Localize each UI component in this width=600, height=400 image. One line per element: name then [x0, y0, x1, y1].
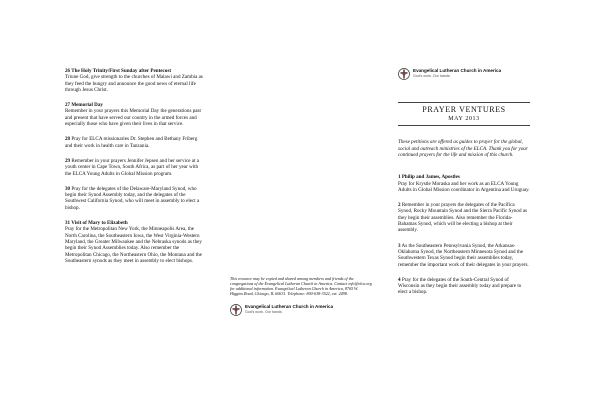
entry-body: Pray for the delegates of the South-Central Synod of Wisconsin as they begin their assembly today and prepare to elect a bishop. [398, 276, 522, 296]
entry-heading: 31 Visit of Mary to Elizabeth [65, 220, 128, 227]
logo-name: Evangelical Lutheran Church in America [245, 304, 334, 310]
title-rule-bottom [398, 125, 530, 126]
logo-name: Evangelical Lutheran Church in America [413, 68, 502, 73]
title-block [398, 102, 530, 125]
prayer-entry-3 [398, 243, 530, 268]
right-column [398, 68, 530, 305]
entry-heading: 27 Memorial Day [65, 102, 103, 109]
page-subtitle: MAY 2013 [448, 115, 480, 122]
entry-number: 29 [65, 157, 71, 164]
logo-tagline: God's work. Our hands. [413, 73, 451, 78]
elca-logo [230, 304, 372, 316]
elca-cross-logo-icon [398, 68, 410, 80]
prayer-entry-4 [398, 277, 530, 296]
prayer-entry-28 [65, 136, 205, 149]
entry-heading: 26 The Holy Trinity/First Sunday after Pentecost [65, 68, 172, 74]
entry-number: 4 [398, 276, 401, 283]
prayer-entry-1 [398, 174, 530, 193]
prayer-entry-31 [65, 220, 205, 264]
logo-tagline: God's work. Our hands. [245, 309, 283, 314]
entry-body: Triune God, give strength to the churches of Malawi and Zambia as they feed the hungry and announce the good news of eternal life through Jesus Christ. [65, 74, 203, 93]
middle-column [230, 276, 372, 316]
entry-body: Pray for Krystle Moraska and her work as an ELCA Young Adults in Global Mission coordinator in Argentina and Uruguay. [398, 180, 530, 193]
entry-number: 2 [398, 202, 401, 209]
logo-text [245, 304, 333, 314]
intro-text: These petitions are offered as guides to prayer for the global, social and outreach ministries of the ELCA. Thank you for your continued prayers for the life and mission of this church. [398, 139, 528, 158]
prayer-entry-29 [65, 158, 205, 177]
entry-number: 28 [65, 136, 71, 143]
prayer-entry-27 [65, 102, 205, 127]
logo-text [413, 68, 501, 78]
prayer-entry-2 [398, 202, 530, 233]
left-column [65, 68, 205, 273]
elca-cross-logo-icon [230, 304, 242, 316]
elca-logo [398, 68, 530, 80]
entry-body: Remember in your prayers Jennifer Jepsen and her service at a youth center in Cape Town, South Africa, as part of her year with the ELCA Young Adults in Global Mission program. [65, 157, 199, 177]
page-title: PRAYER VENTURES [422, 104, 506, 114]
title-rule-top [398, 102, 530, 103]
entry-body: Remember in your prayers the delegates of the Pacifica Synod, Rocky Mountain Synod and the Sierra Pacific Synod as they begin their assemblies. Also remember the Florida-Bahamas Synod, which will be electing a bishop at their assembly. [398, 202, 528, 234]
copyright-notice: This resource may be copied and shared among members and friends of the congregations of the Evangelical Lutheran Church in America. Contact info@elca.org for additional information. Evangelical Lutheran Church in America, 8765 W. Higgins Road, Chicago, IL 60631. Telephone: 800-638-3522, ext. 2498. [230, 276, 372, 297]
entry-number: 30 [65, 185, 71, 192]
entry-body: Pray for ELCA missionaries Dr. Stephen and Bethany Friberg and their work in health care in Tanzania. [65, 136, 198, 149]
entry-heading: 1 Philip and James, Apostles [398, 174, 460, 181]
entry-body: Pray for the Metropolitan New York, the Minneapolis Area, the North Carolina, the Southeastern Iowa, the West Virginia-Western Maryland, the Greater Milwaukee and the Nebraska synods as they begin their Synod Assemblies today. Also remember the Metropolitan Chicago, the Northeastern Ohio, the Montana and the Southeastern synods as they meet in assembly to elect bishops. [65, 226, 202, 264]
entry-number: 3 [398, 242, 401, 249]
prayer-entry-30 [65, 186, 205, 211]
entry-body: Remember in your prayers this Memorial Day the generations past and present that have served our country in the armed forces and especially those who have given their lives in that service. [65, 108, 201, 128]
entry-body: As the Southeastern Pennsylvania Synod, the Arkansas-Oklahoma Synod, the Northeastern Minnesota Synod and the Southwestern Texas Synod begin their assemblies today, remember the important work of their delegates in your prayers. [398, 242, 529, 268]
prayer-entry-26 [65, 68, 205, 93]
entry-body: Pray for the delegates of the Delaware-Maryland Synod, who begin their Synod Assembly today, and the delegates of the Southwest California Synod, who will meet in assembly to elect a bishop. [65, 185, 200, 211]
